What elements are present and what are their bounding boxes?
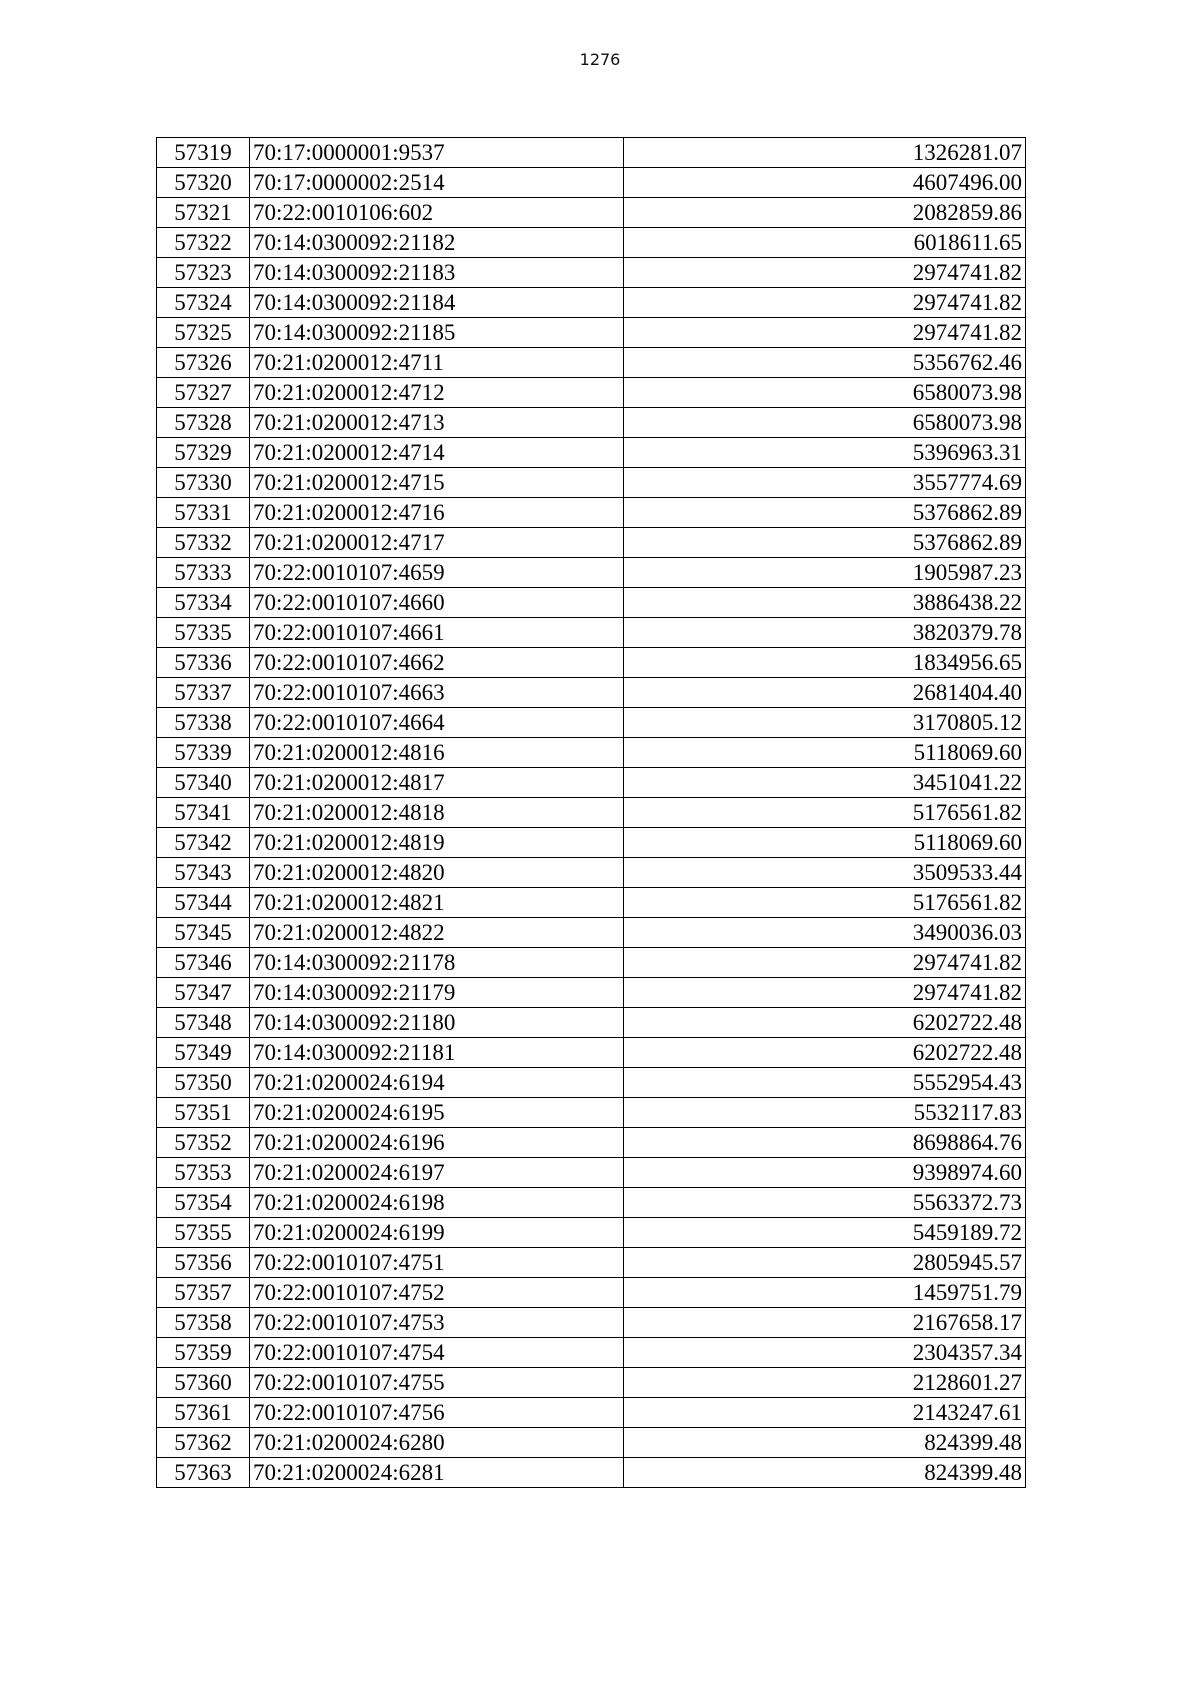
table-row xyxy=(157,1098,1026,1128)
table-row xyxy=(157,558,1026,588)
cadastral-value-cell: 1905987.23 xyxy=(624,558,1026,588)
cadastral-number-cell: 70:14:0300092:21181 xyxy=(250,1038,624,1068)
table-row xyxy=(157,1248,1026,1278)
cadastral-number-cell: 70:14:0300092:21183 xyxy=(250,258,624,288)
row-number-cell: 57355 xyxy=(157,1218,250,1248)
row-number-cell: 57333 xyxy=(157,558,250,588)
cadastral-value-cell: 3451041.22 xyxy=(624,768,1026,798)
cadastral-number-cell: 70:22:0010107:4756 xyxy=(250,1398,624,1428)
row-number-cell: 57327 xyxy=(157,378,250,408)
table-body xyxy=(157,138,1026,1488)
cadastral-number-cell: 70:21:0200012:4822 xyxy=(250,918,624,948)
cadastral-value-cell: 3557774.69 xyxy=(624,468,1026,498)
cadastral-value-cell: 824399.48 xyxy=(624,1428,1026,1458)
cadastral-number-cell: 70:21:0200012:4819 xyxy=(250,828,624,858)
cadastral-number-cell: 70:14:0300092:21178 xyxy=(250,948,624,978)
table-row xyxy=(157,1008,1026,1038)
table-row xyxy=(157,828,1026,858)
cadastral-number-cell: 70:21:0200024:6196 xyxy=(250,1128,624,1158)
cadastral-number-cell: 70:21:0200012:4717 xyxy=(250,528,624,558)
table-row xyxy=(157,648,1026,678)
row-number-cell: 57351 xyxy=(157,1098,250,1128)
cadastral-number-cell: 70:21:0200024:6199 xyxy=(250,1218,624,1248)
table-row xyxy=(157,888,1026,918)
cadastral-number-cell: 70:21:0200024:6198 xyxy=(250,1188,624,1218)
cadastral-value-cell: 3886438.22 xyxy=(624,588,1026,618)
cadastral-number-cell: 70:17:0000002:2514 xyxy=(250,168,624,198)
row-number-cell: 57325 xyxy=(157,318,250,348)
cadastral-value-cell: 6202722.48 xyxy=(624,1038,1026,1068)
row-number-cell: 57349 xyxy=(157,1038,250,1068)
row-number-cell: 57321 xyxy=(157,198,250,228)
table-row xyxy=(157,198,1026,228)
table-row xyxy=(157,318,1026,348)
table-row xyxy=(157,1068,1026,1098)
cadastral-number-cell: 70:21:0200024:6281 xyxy=(250,1458,624,1488)
table-row xyxy=(157,408,1026,438)
table-row xyxy=(157,378,1026,408)
row-number-cell: 57344 xyxy=(157,888,250,918)
cadastral-number-cell: 70:21:0200024:6194 xyxy=(250,1068,624,1098)
cadastral-number-cell: 70:21:0200012:4713 xyxy=(250,408,624,438)
table-row xyxy=(157,528,1026,558)
row-number-cell: 57358 xyxy=(157,1308,250,1338)
row-number-cell: 57341 xyxy=(157,798,250,828)
cadastral-number-cell: 70:21:0200012:4716 xyxy=(250,498,624,528)
cadastral-value-cell: 2974741.82 xyxy=(624,948,1026,978)
cadastral-value-cell: 2974741.82 xyxy=(624,288,1026,318)
cadastral-value-cell: 2974741.82 xyxy=(624,258,1026,288)
row-number-cell: 57359 xyxy=(157,1338,250,1368)
table-row xyxy=(157,228,1026,258)
cadastral-value-cell: 5376862.89 xyxy=(624,528,1026,558)
cadastral-value-cell: 2974741.82 xyxy=(624,978,1026,1008)
cadastral-number-cell: 70:22:0010107:4661 xyxy=(250,618,624,648)
cadastral-number-cell: 70:17:0000001:9537 xyxy=(250,138,624,168)
cadastral-value-cell: 1459751.79 xyxy=(624,1278,1026,1308)
cadastral-number-cell: 70:21:0200024:6197 xyxy=(250,1158,624,1188)
cadastral-value-cell: 2681404.40 xyxy=(624,678,1026,708)
row-number-cell: 57319 xyxy=(157,138,250,168)
cadastral-number-cell: 70:22:0010106:602 xyxy=(250,198,624,228)
table-row xyxy=(157,1188,1026,1218)
cadastral-number-cell: 70:21:0200012:4818 xyxy=(250,798,624,828)
row-number-cell: 57323 xyxy=(157,258,250,288)
table-row xyxy=(157,1218,1026,1248)
cadastral-number-cell: 70:21:0200024:6195 xyxy=(250,1098,624,1128)
row-number-cell: 57353 xyxy=(157,1158,250,1188)
cadastral-number-cell: 70:22:0010107:4754 xyxy=(250,1338,624,1368)
table-row xyxy=(157,1128,1026,1158)
cadastral-value-cell: 2082859.86 xyxy=(624,198,1026,228)
cadastral-value-cell: 824399.48 xyxy=(624,1458,1026,1488)
cadastral-number-cell: 70:14:0300092:21185 xyxy=(250,318,624,348)
page-number: 1276 xyxy=(579,50,621,69)
cadastral-value-cell: 3509533.44 xyxy=(624,858,1026,888)
cadastral-value-cell: 1834956.65 xyxy=(624,648,1026,678)
cadastral-value-cell: 2304357.34 xyxy=(624,1338,1026,1368)
row-number-cell: 57335 xyxy=(157,618,250,648)
table-row xyxy=(157,858,1026,888)
row-number-cell: 57348 xyxy=(157,1008,250,1038)
cadastral-number-cell: 70:14:0300092:21184 xyxy=(250,288,624,318)
row-number-cell: 57361 xyxy=(157,1398,250,1428)
cadastral-number-cell: 70:21:0200012:4712 xyxy=(250,378,624,408)
cadastral-number-cell: 70:21:0200012:4816 xyxy=(250,738,624,768)
cadastral-number-cell: 70:22:0010107:4752 xyxy=(250,1278,624,1308)
table-row xyxy=(157,1338,1026,1368)
cadastral-value-cell: 3820379.78 xyxy=(624,618,1026,648)
row-number-cell: 57320 xyxy=(157,168,250,198)
row-number-cell: 57329 xyxy=(157,438,250,468)
cadastral-value-cell: 6018611.65 xyxy=(624,228,1026,258)
cadastral-value-cell: 6202722.48 xyxy=(624,1008,1026,1038)
cadastral-value-cell: 5532117.83 xyxy=(624,1098,1026,1128)
cadastral-value-cell: 2974741.82 xyxy=(624,318,1026,348)
cadastral-value-cell: 5176561.82 xyxy=(624,888,1026,918)
row-number-cell: 57337 xyxy=(157,678,250,708)
cadastral-value-cell: 3170805.12 xyxy=(624,708,1026,738)
cadastral-value-cell: 1326281.07 xyxy=(624,138,1026,168)
table-row xyxy=(157,498,1026,528)
table-row xyxy=(157,1308,1026,1338)
row-number-cell: 57346 xyxy=(157,948,250,978)
cadastral-number-cell: 70:14:0300092:21180 xyxy=(250,1008,624,1038)
table-row xyxy=(157,1458,1026,1488)
cadastral-value-cell: 2167658.17 xyxy=(624,1308,1026,1338)
table-row xyxy=(157,618,1026,648)
cadastral-table-wrapper xyxy=(156,137,1026,1488)
row-number-cell: 57330 xyxy=(157,468,250,498)
row-number-cell: 57352 xyxy=(157,1128,250,1158)
table-row xyxy=(157,768,1026,798)
row-number-cell: 57336 xyxy=(157,648,250,678)
cadastral-number-cell: 70:21:0200024:6280 xyxy=(250,1428,624,1458)
table-row xyxy=(157,918,1026,948)
cadastral-number-cell: 70:21:0200012:4714 xyxy=(250,438,624,468)
table-row xyxy=(157,468,1026,498)
table-row xyxy=(157,1398,1026,1428)
cadastral-value-cell: 5118069.60 xyxy=(624,828,1026,858)
cadastral-value-cell: 2128601.27 xyxy=(624,1368,1026,1398)
table-row xyxy=(157,1428,1026,1458)
cadastral-number-cell: 70:22:0010107:4753 xyxy=(250,1308,624,1338)
row-number-cell: 57347 xyxy=(157,978,250,1008)
row-number-cell: 57357 xyxy=(157,1278,250,1308)
cadastral-number-cell: 70:21:0200012:4711 xyxy=(250,348,624,378)
row-number-cell: 57334 xyxy=(157,588,250,618)
cadastral-value-cell: 6580073.98 xyxy=(624,408,1026,438)
row-number-cell: 57362 xyxy=(157,1428,250,1458)
cadastral-number-cell: 70:14:0300092:21182 xyxy=(250,228,624,258)
table-row xyxy=(157,588,1026,618)
cadastral-value-cell: 5459189.72 xyxy=(624,1218,1026,1248)
row-number-cell: 57324 xyxy=(157,288,250,318)
table-row xyxy=(157,678,1026,708)
table-row xyxy=(157,1278,1026,1308)
cadastral-number-cell: 70:14:0300092:21179 xyxy=(250,978,624,1008)
table-row xyxy=(157,288,1026,318)
row-number-cell: 57340 xyxy=(157,768,250,798)
row-number-cell: 57338 xyxy=(157,708,250,738)
row-number-cell: 57354 xyxy=(157,1188,250,1218)
cadastral-number-cell: 70:21:0200012:4821 xyxy=(250,888,624,918)
cadastral-number-cell: 70:21:0200012:4817 xyxy=(250,768,624,798)
row-number-cell: 57331 xyxy=(157,498,250,528)
table-row xyxy=(157,348,1026,378)
table-row xyxy=(157,1038,1026,1068)
cadastral-number-cell: 70:22:0010107:4662 xyxy=(250,648,624,678)
row-number-cell: 57343 xyxy=(157,858,250,888)
table-row xyxy=(157,738,1026,768)
table-row xyxy=(157,708,1026,738)
cadastral-value-cell: 6580073.98 xyxy=(624,378,1026,408)
cadastral-number-cell: 70:21:0200012:4820 xyxy=(250,858,624,888)
cadastral-value-cell: 5376862.89 xyxy=(624,498,1026,528)
cadastral-number-cell: 70:22:0010107:4660 xyxy=(250,588,624,618)
table-row xyxy=(157,978,1026,1008)
row-number-cell: 57328 xyxy=(157,408,250,438)
table-row xyxy=(157,138,1026,168)
cadastral-value-cell: 5118069.60 xyxy=(624,738,1026,768)
row-number-cell: 57360 xyxy=(157,1368,250,1398)
cadastral-number-cell: 70:21:0200012:4715 xyxy=(250,468,624,498)
table-row xyxy=(157,168,1026,198)
cadastral-value-cell: 5176561.82 xyxy=(624,798,1026,828)
cadastral-value-cell: 2143247.61 xyxy=(624,1398,1026,1428)
cadastral-value-cell: 2805945.57 xyxy=(624,1248,1026,1278)
table-row xyxy=(157,438,1026,468)
row-number-cell: 57342 xyxy=(157,828,250,858)
cadastral-value-cell: 9398974.60 xyxy=(624,1158,1026,1188)
table-row xyxy=(157,1368,1026,1398)
cadastral-value-table xyxy=(156,137,1026,1488)
table-row xyxy=(157,948,1026,978)
cadastral-value-cell: 5356762.46 xyxy=(624,348,1026,378)
row-number-cell: 57332 xyxy=(157,528,250,558)
cadastral-number-cell: 70:22:0010107:4659 xyxy=(250,558,624,588)
table-row xyxy=(157,258,1026,288)
row-number-cell: 57345 xyxy=(157,918,250,948)
row-number-cell: 57326 xyxy=(157,348,250,378)
cadastral-value-cell: 3490036.03 xyxy=(624,918,1026,948)
row-number-cell: 57339 xyxy=(157,738,250,768)
cadastral-number-cell: 70:22:0010107:4751 xyxy=(250,1248,624,1278)
cadastral-value-cell: 5552954.43 xyxy=(624,1068,1026,1098)
table-row xyxy=(157,798,1026,828)
cadastral-number-cell: 70:22:0010107:4664 xyxy=(250,708,624,738)
row-number-cell: 57350 xyxy=(157,1068,250,1098)
row-number-cell: 57322 xyxy=(157,228,250,258)
table-row xyxy=(157,1158,1026,1188)
cadastral-value-cell: 5563372.73 xyxy=(624,1188,1026,1218)
row-number-cell: 57356 xyxy=(157,1248,250,1278)
row-number-cell: 57363 xyxy=(157,1458,250,1488)
cadastral-number-cell: 70:22:0010107:4663 xyxy=(250,678,624,708)
cadastral-value-cell: 8698864.76 xyxy=(624,1128,1026,1158)
cadastral-value-cell: 4607496.00 xyxy=(624,168,1026,198)
cadastral-value-cell: 5396963.31 xyxy=(624,438,1026,468)
cadastral-number-cell: 70:22:0010107:4755 xyxy=(250,1368,624,1398)
